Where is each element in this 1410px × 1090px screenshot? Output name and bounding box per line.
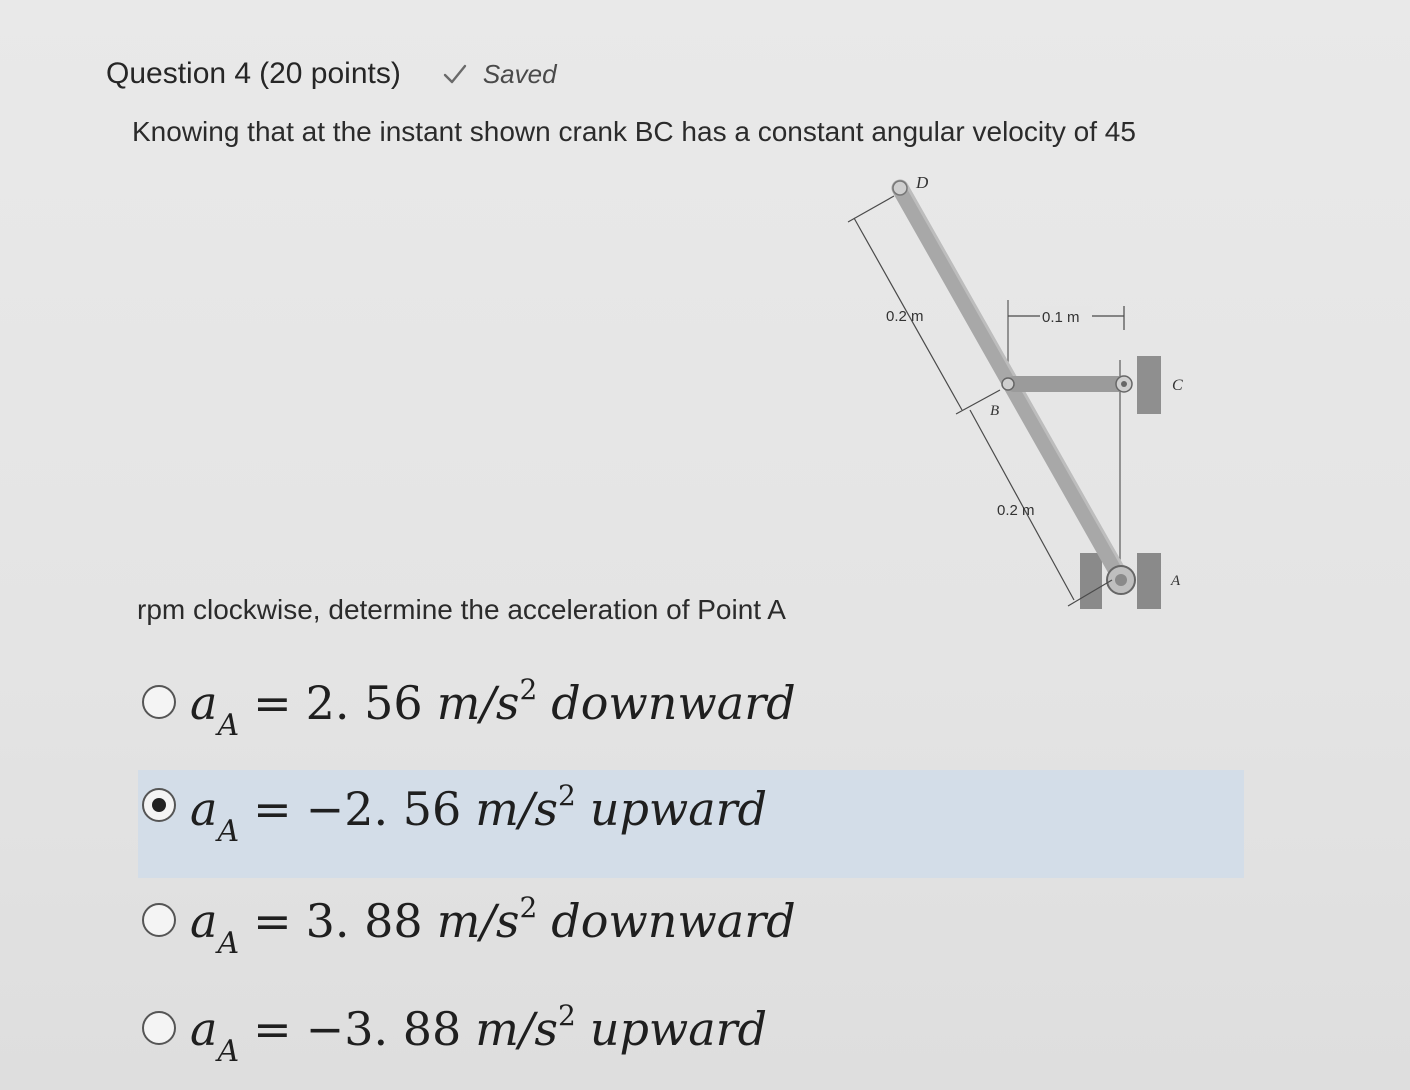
dim-tick-d bbox=[848, 196, 894, 222]
option-value: −3. 88 bbox=[305, 1002, 462, 1056]
checkmark-icon bbox=[441, 60, 469, 88]
option-equals: = bbox=[253, 1002, 292, 1056]
radio-button-selected[interactable] bbox=[142, 788, 176, 822]
option-exponent: 2 bbox=[557, 779, 576, 812]
option-direction: downward bbox=[551, 676, 796, 730]
question-text-line1: Knowing that at the instant shown crank BC has a constant angular velocity of 45 bbox=[132, 116, 1136, 147]
option-value: −2. 56 bbox=[305, 782, 462, 836]
option-lhs: a bbox=[190, 782, 218, 836]
answer-option-3[interactable] bbox=[138, 891, 1244, 1002]
radio-button[interactable] bbox=[142, 1011, 176, 1045]
label-c: C bbox=[1172, 377, 1183, 394]
option-exponent: 2 bbox=[519, 673, 538, 706]
answer-option-1[interactable] bbox=[138, 673, 1244, 784]
option-equals: = bbox=[253, 782, 292, 836]
option-unit: m/s bbox=[475, 782, 558, 836]
label-d: D bbox=[916, 173, 929, 192]
option-math bbox=[190, 999, 768, 1069]
option-direction: upward bbox=[589, 782, 768, 836]
option-value: 2. 56 bbox=[305, 676, 423, 730]
mechanism-diagram bbox=[840, 160, 1230, 620]
option-subscript: A bbox=[217, 1034, 240, 1069]
radio-dot bbox=[152, 798, 166, 812]
question-header bbox=[106, 52, 557, 96]
mechanism-figure bbox=[840, 160, 1230, 620]
option-unit: m/s bbox=[436, 894, 520, 948]
wall-support-c bbox=[1137, 356, 1161, 414]
option-subscript: A bbox=[217, 926, 240, 961]
dim-label-db: 0.2 m bbox=[886, 308, 924, 325]
option-lhs: a bbox=[190, 894, 218, 948]
pin-c-inner bbox=[1121, 381, 1127, 387]
dim-label-bc: 0.1 m bbox=[1042, 309, 1080, 326]
option-direction: upward bbox=[589, 1002, 768, 1056]
option-math bbox=[190, 779, 768, 849]
question-title: Question 4 bbox=[106, 57, 252, 90]
option-math bbox=[190, 673, 796, 743]
saved-label: Saved bbox=[482, 58, 557, 89]
roller-a-inner bbox=[1115, 574, 1127, 586]
option-value: 3. 88 bbox=[305, 894, 423, 948]
pin-b bbox=[1002, 378, 1014, 390]
option-exponent: 2 bbox=[557, 999, 576, 1032]
question-points: (20 points) bbox=[259, 57, 401, 90]
option-equals: = bbox=[253, 676, 292, 730]
answer-option-4[interactable] bbox=[138, 999, 1244, 1082]
option-subscript: A bbox=[217, 814, 240, 849]
option-unit: m/s bbox=[436, 676, 520, 730]
label-b: B bbox=[990, 403, 1000, 419]
radio-button[interactable] bbox=[142, 685, 176, 719]
option-equals: = bbox=[253, 894, 292, 948]
option-direction: downward bbox=[551, 894, 796, 948]
option-exponent: 2 bbox=[519, 891, 538, 924]
option-subscript: A bbox=[217, 708, 240, 743]
answer-option-2[interactable] bbox=[138, 770, 1244, 878]
pin-d bbox=[893, 181, 907, 195]
dim-label-ba: 0.2 m bbox=[997, 502, 1035, 519]
option-lhs: a bbox=[190, 1002, 218, 1056]
option-lhs: a bbox=[190, 676, 218, 730]
radio-button[interactable] bbox=[142, 903, 176, 937]
saved-status bbox=[441, 59, 557, 90]
slider-block-a-right bbox=[1137, 553, 1161, 609]
label-a: A bbox=[1171, 573, 1181, 589]
option-math bbox=[190, 891, 796, 961]
question-text-line2: rpm clockwise, determine the acceleration of Point A bbox=[137, 594, 786, 625]
option-unit: m/s bbox=[475, 1002, 558, 1056]
crank-bc bbox=[1006, 376, 1130, 392]
slider-block-a-left bbox=[1080, 553, 1102, 609]
